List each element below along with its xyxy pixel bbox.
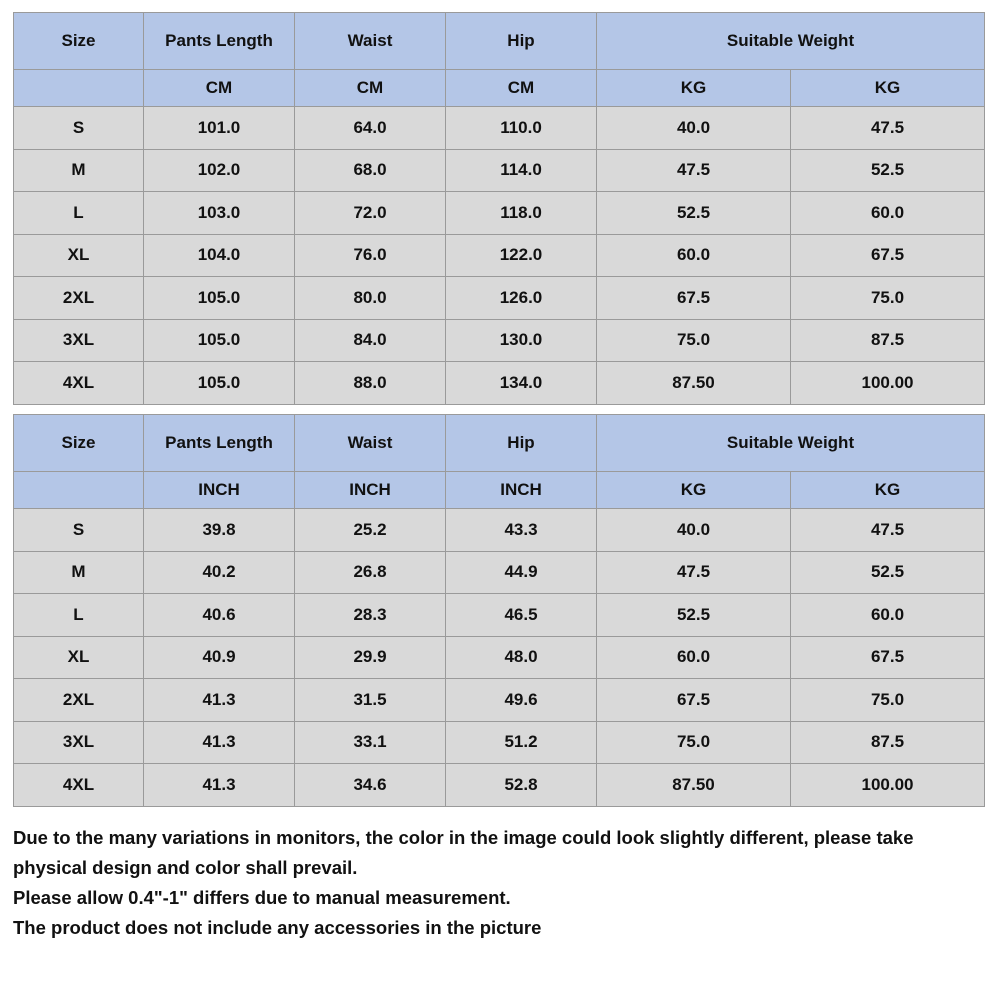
weight-min-cell: 52.5 xyxy=(597,594,791,637)
table-row xyxy=(14,149,985,192)
unit-cell: INCH xyxy=(144,472,295,509)
unit-cell: CM xyxy=(295,70,446,107)
disclaimer-notes xyxy=(13,823,988,943)
unit-cell: KG xyxy=(791,70,985,107)
hip-cell: 126.0 xyxy=(446,277,597,320)
hip-cell: 51.2 xyxy=(446,721,597,764)
hip-cell: 118.0 xyxy=(446,192,597,235)
table-row xyxy=(14,277,985,320)
weight-min-cell: 67.5 xyxy=(597,277,791,320)
waist-cell: 84.0 xyxy=(295,319,446,362)
size-cell: 2XL xyxy=(14,679,144,722)
header-pants-length: Pants Length xyxy=(144,415,295,472)
unit-cell xyxy=(14,70,144,107)
pants-length-cell: 104.0 xyxy=(144,234,295,277)
header-row xyxy=(14,415,985,472)
hip-cell: 122.0 xyxy=(446,234,597,277)
weight-min-cell: 60.0 xyxy=(597,234,791,277)
size-cell: S xyxy=(14,509,144,552)
size-cell: 3XL xyxy=(14,721,144,764)
hip-cell: 48.0 xyxy=(446,636,597,679)
weight-max-cell: 52.5 xyxy=(791,551,985,594)
size-cell: 4XL xyxy=(14,362,144,405)
waist-cell: 64.0 xyxy=(295,107,446,150)
waist-cell: 68.0 xyxy=(295,149,446,192)
header-pants-length: Pants Length xyxy=(144,13,295,70)
header-waist: Waist xyxy=(295,415,446,472)
weight-min-cell: 40.0 xyxy=(597,509,791,552)
size-table-inch xyxy=(13,414,985,807)
unit-cell: INCH xyxy=(446,472,597,509)
waist-cell: 26.8 xyxy=(295,551,446,594)
waist-cell: 76.0 xyxy=(295,234,446,277)
weight-max-cell: 60.0 xyxy=(791,594,985,637)
unit-cell: KG xyxy=(597,70,791,107)
pants-length-cell: 105.0 xyxy=(144,362,295,405)
note-measurement-tolerance: Please allow 0.4"-1" differs due to manual measurement. xyxy=(13,887,511,908)
note-color-variation: Due to the many variations in monitors, the color in the image could look slightly different, please take physical design and color shall prevail. xyxy=(13,827,914,878)
unit-cell xyxy=(14,472,144,509)
header-suitable-weight: Suitable Weight xyxy=(597,415,985,472)
hip-cell: 134.0 xyxy=(446,362,597,405)
weight-max-cell: 67.5 xyxy=(791,636,985,679)
note-no-accessories: The product does not include any accessories in the picture xyxy=(13,917,542,938)
unit-cell: KG xyxy=(597,472,791,509)
unit-cell: KG xyxy=(791,472,985,509)
size-cell: 4XL xyxy=(14,764,144,807)
weight-min-cell: 87.50 xyxy=(597,764,791,807)
weight-max-cell: 87.5 xyxy=(791,721,985,764)
weight-min-cell: 67.5 xyxy=(597,679,791,722)
table-row xyxy=(14,234,985,277)
weight-max-cell: 75.0 xyxy=(791,679,985,722)
header-hip: Hip xyxy=(446,415,597,472)
pants-length-cell: 40.2 xyxy=(144,551,295,594)
size-cell: L xyxy=(14,192,144,235)
weight-min-cell: 47.5 xyxy=(597,551,791,594)
waist-cell: 29.9 xyxy=(295,636,446,679)
weight-max-cell: 100.00 xyxy=(791,362,985,405)
header-size: Size xyxy=(14,415,144,472)
table-row xyxy=(14,679,985,722)
pants-length-cell: 105.0 xyxy=(144,277,295,320)
table-row xyxy=(14,721,985,764)
table-row xyxy=(14,509,985,552)
hip-cell: 46.5 xyxy=(446,594,597,637)
table-row xyxy=(14,551,985,594)
weight-max-cell: 47.5 xyxy=(791,509,985,552)
waist-cell: 34.6 xyxy=(295,764,446,807)
unit-row xyxy=(14,472,985,509)
waist-cell: 72.0 xyxy=(295,192,446,235)
hip-cell: 130.0 xyxy=(446,319,597,362)
unit-cell: CM xyxy=(446,70,597,107)
weight-max-cell: 67.5 xyxy=(791,234,985,277)
size-cell: 3XL xyxy=(14,319,144,362)
size-table-cm xyxy=(13,12,985,405)
weight-max-cell: 52.5 xyxy=(791,149,985,192)
table-row xyxy=(14,362,985,405)
waist-cell: 31.5 xyxy=(295,679,446,722)
size-cell: L xyxy=(14,594,144,637)
pants-length-cell: 101.0 xyxy=(144,107,295,150)
weight-max-cell: 60.0 xyxy=(791,192,985,235)
waist-cell: 80.0 xyxy=(295,277,446,320)
weight-min-cell: 47.5 xyxy=(597,149,791,192)
header-hip: Hip xyxy=(446,13,597,70)
waist-cell: 28.3 xyxy=(295,594,446,637)
weight-min-cell: 75.0 xyxy=(597,721,791,764)
hip-cell: 49.6 xyxy=(446,679,597,722)
unit-cell: INCH xyxy=(295,472,446,509)
weight-max-cell: 87.5 xyxy=(791,319,985,362)
header-suitable-weight: Suitable Weight xyxy=(597,13,985,70)
pants-length-cell: 40.9 xyxy=(144,636,295,679)
hip-cell: 44.9 xyxy=(446,551,597,594)
weight-max-cell: 100.00 xyxy=(791,764,985,807)
size-cell: 2XL xyxy=(14,277,144,320)
size-cell: XL xyxy=(14,636,144,679)
weight-min-cell: 52.5 xyxy=(597,192,791,235)
table-row xyxy=(14,764,985,807)
size-cell: S xyxy=(14,107,144,150)
pants-length-cell: 41.3 xyxy=(144,721,295,764)
size-cell: M xyxy=(14,551,144,594)
hip-cell: 110.0 xyxy=(446,107,597,150)
pants-length-cell: 41.3 xyxy=(144,679,295,722)
size-cell: M xyxy=(14,149,144,192)
table-row xyxy=(14,319,985,362)
pants-length-cell: 102.0 xyxy=(144,149,295,192)
pants-length-cell: 41.3 xyxy=(144,764,295,807)
table-row xyxy=(14,636,985,679)
waist-cell: 25.2 xyxy=(295,509,446,552)
unit-cell: CM xyxy=(144,70,295,107)
unit-row xyxy=(14,70,985,107)
hip-cell: 52.8 xyxy=(446,764,597,807)
size-cell: XL xyxy=(14,234,144,277)
table-row xyxy=(14,192,985,235)
weight-min-cell: 87.50 xyxy=(597,362,791,405)
table-row xyxy=(14,107,985,150)
hip-cell: 43.3 xyxy=(446,509,597,552)
weight-max-cell: 75.0 xyxy=(791,277,985,320)
table-row xyxy=(14,594,985,637)
weight-min-cell: 75.0 xyxy=(597,319,791,362)
header-waist: Waist xyxy=(295,13,446,70)
weight-min-cell: 40.0 xyxy=(597,107,791,150)
pants-length-cell: 103.0 xyxy=(144,192,295,235)
header-size: Size xyxy=(14,13,144,70)
waist-cell: 33.1 xyxy=(295,721,446,764)
waist-cell: 88.0 xyxy=(295,362,446,405)
pants-length-cell: 40.6 xyxy=(144,594,295,637)
weight-min-cell: 60.0 xyxy=(597,636,791,679)
header-row xyxy=(14,13,985,70)
pants-length-cell: 105.0 xyxy=(144,319,295,362)
weight-max-cell: 47.5 xyxy=(791,107,985,150)
hip-cell: 114.0 xyxy=(446,149,597,192)
pants-length-cell: 39.8 xyxy=(144,509,295,552)
